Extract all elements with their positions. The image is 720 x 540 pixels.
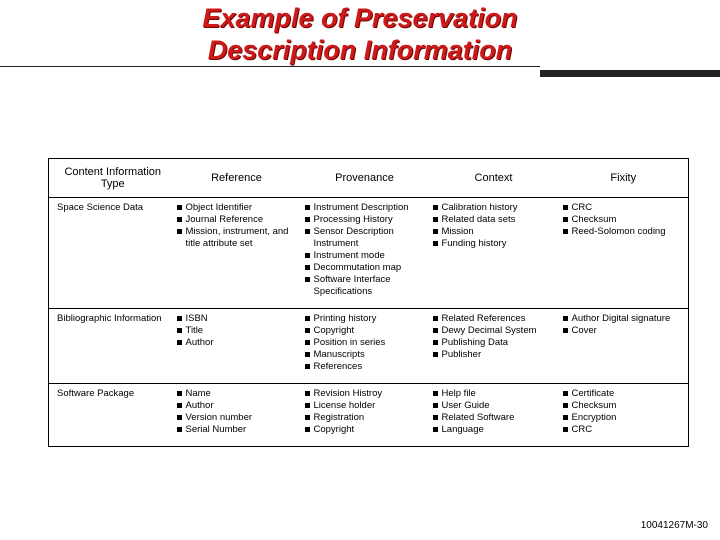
cell-fixity bbox=[559, 198, 689, 309]
list-item: Instrument mode bbox=[305, 250, 425, 262]
list-item: Serial Number bbox=[177, 424, 297, 436]
cell-reference bbox=[173, 198, 301, 309]
list-item: Title bbox=[177, 325, 297, 337]
list-item: Publisher bbox=[433, 349, 555, 361]
title-rule-middle bbox=[170, 66, 540, 67]
context-list bbox=[433, 313, 555, 361]
list-item: CRC bbox=[563, 424, 685, 436]
list-item: Related data sets bbox=[433, 214, 555, 226]
header-fixity: Fixity bbox=[559, 159, 689, 198]
list-item: Cover bbox=[563, 325, 685, 337]
list-item: Funding history bbox=[433, 238, 555, 250]
fixity-list bbox=[563, 313, 685, 337]
list-item: License holder bbox=[305, 400, 425, 412]
list-item: Author bbox=[177, 337, 297, 349]
cell-content-type: Space Science Data bbox=[49, 198, 173, 309]
list-item: Manuscripts bbox=[305, 349, 425, 361]
title-rule-right bbox=[540, 70, 720, 77]
context-list bbox=[433, 388, 555, 436]
list-item: Version number bbox=[177, 412, 297, 424]
list-item: Checksum bbox=[563, 214, 685, 226]
table-row bbox=[49, 384, 689, 447]
cell-fixity bbox=[559, 384, 689, 447]
list-item: Checksum bbox=[563, 400, 685, 412]
list-item: Decommutation map bbox=[305, 262, 425, 274]
list-item: Position in series bbox=[305, 337, 425, 349]
table-row bbox=[49, 198, 689, 309]
list-item: Copyright bbox=[305, 424, 425, 436]
preservation-table bbox=[48, 158, 689, 447]
list-item: User Guide bbox=[433, 400, 555, 412]
reference-list bbox=[177, 202, 297, 250]
header-context: Context bbox=[429, 159, 559, 198]
cell-content-type: Software Package bbox=[49, 384, 173, 447]
cell-content-type: Bibliographic Information bbox=[49, 309, 173, 384]
list-item: Sensor Description Instrument bbox=[305, 226, 425, 250]
fixity-list bbox=[563, 202, 685, 238]
provenance-list bbox=[305, 202, 425, 298]
slide-title bbox=[0, 2, 720, 66]
list-item: Language bbox=[433, 424, 555, 436]
cell-reference bbox=[173, 309, 301, 384]
title-line-2: Description Information bbox=[207, 35, 513, 65]
reference-list bbox=[177, 388, 297, 436]
list-item: References bbox=[305, 361, 425, 373]
list-item: Software Interface Specifications bbox=[305, 274, 425, 298]
provenance-list bbox=[305, 388, 425, 436]
header-content-type: Content Information Type bbox=[49, 159, 173, 198]
list-item: Printing history bbox=[305, 313, 425, 325]
header-provenance: Provenance bbox=[301, 159, 429, 198]
list-item: Journal Reference bbox=[177, 214, 297, 226]
list-item: Certificate bbox=[563, 388, 685, 400]
list-item: CRC bbox=[563, 202, 685, 214]
list-item: Publishing Data bbox=[433, 337, 555, 349]
list-item: Registration bbox=[305, 412, 425, 424]
list-item: Revision Histroy bbox=[305, 388, 425, 400]
cell-provenance bbox=[301, 384, 429, 447]
list-item: Encryption bbox=[563, 412, 685, 424]
list-item: Author Digital signature bbox=[563, 313, 685, 325]
table-row bbox=[49, 309, 689, 384]
list-item: Mission bbox=[433, 226, 555, 238]
header-reference: Reference bbox=[173, 159, 301, 198]
cell-provenance bbox=[301, 198, 429, 309]
list-item: Instrument Description bbox=[305, 202, 425, 214]
list-item: Reed-Solomon coding bbox=[563, 226, 685, 238]
provenance-list bbox=[305, 313, 425, 373]
list-item: Name bbox=[177, 388, 297, 400]
list-item: Related Software bbox=[433, 412, 555, 424]
slide-number: 10041267M-30 bbox=[640, 520, 708, 531]
list-item: Help file bbox=[433, 388, 555, 400]
cell-provenance bbox=[301, 309, 429, 384]
list-item: Object Identifier bbox=[177, 202, 297, 214]
list-item: Dewy Decimal System bbox=[433, 325, 555, 337]
list-item: Processing History bbox=[305, 214, 425, 226]
list-item: ISBN bbox=[177, 313, 297, 325]
title-rule-left bbox=[0, 66, 170, 67]
list-item: Related References bbox=[433, 313, 555, 325]
reference-list bbox=[177, 313, 297, 349]
cell-reference bbox=[173, 384, 301, 447]
cell-context bbox=[429, 309, 559, 384]
list-item: Mission, instrument, and title attribute set bbox=[177, 226, 297, 250]
context-list bbox=[433, 202, 555, 250]
title-line-1: Example of Preservation bbox=[202, 3, 518, 33]
fixity-list bbox=[563, 388, 685, 436]
cell-fixity bbox=[559, 309, 689, 384]
list-item: Copyright bbox=[305, 325, 425, 337]
cell-context bbox=[429, 198, 559, 309]
list-item: Calibration history bbox=[433, 202, 555, 214]
table-header-row bbox=[49, 159, 689, 198]
list-item: Author bbox=[177, 400, 297, 412]
cell-context bbox=[429, 384, 559, 447]
